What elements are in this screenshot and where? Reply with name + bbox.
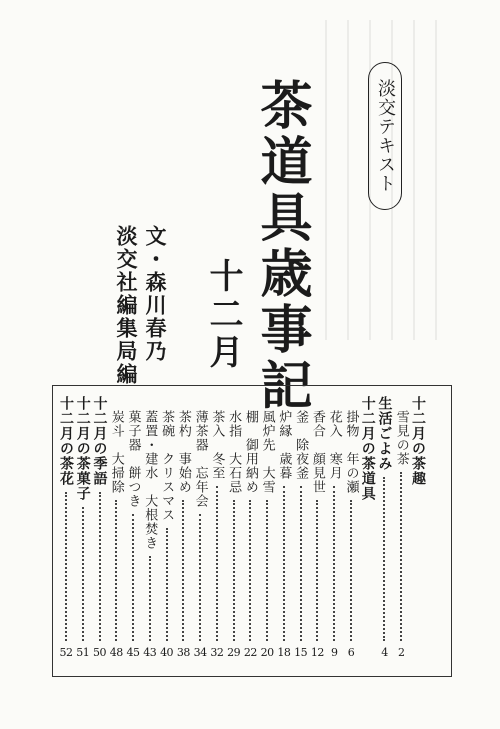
toc-entry-label: 炉縁 歳暮 (276, 410, 292, 480)
toc-entry[interactable] (55, 396, 77, 658)
toc-page-number: 4 (381, 646, 388, 659)
toc-page-number: 6 (347, 646, 355, 659)
toc-leader-dots (115, 500, 117, 641)
toc-entry-label: 花入 寒月 (326, 410, 342, 480)
toc-leader-dots (333, 486, 335, 641)
toc-leader-dots (82, 507, 84, 641)
toc-leader-dots (149, 556, 151, 641)
toc-leader-dots (266, 500, 268, 641)
toc-page-number: 9 (330, 646, 338, 659)
toc-entry-label: 生活ごよみ (376, 396, 393, 471)
toc-leader-dots (166, 528, 168, 641)
toc-entry-label: 十二月の茶趣 (410, 396, 426, 486)
toc-leader-dots (316, 500, 318, 641)
toc-leader-dots (233, 500, 235, 641)
book-subtitle: 十二月 (203, 258, 243, 372)
toc-entry-label: 掛物 年の瀬 (343, 410, 359, 494)
toc-page-number: 48 (109, 646, 123, 659)
toc-page-number: 50 (93, 646, 107, 659)
toc-entry-label: 十二月の茶菓子 (74, 396, 91, 501)
toc-page-number: 40 (160, 646, 174, 659)
toc-leader-dots (199, 514, 201, 641)
toc-entry-label: 釜 除夜釜 (293, 410, 309, 480)
toc-entry-label: 菓子器 餅つき (125, 410, 141, 508)
book-title: 茶道具歳事記 (251, 78, 312, 414)
toc-entry-label: 蓋置・建水 大根焚き (142, 410, 158, 550)
toc-leader-dots (249, 500, 251, 641)
toc-entry-label: 棚 御用納め (242, 410, 258, 494)
series-label: 淡交テキスト (375, 79, 396, 193)
toc-page-number: 45 (126, 646, 140, 659)
toc-page-number: 52 (59, 646, 73, 659)
author-line: 文・森川春乃 (143, 225, 168, 363)
toc-leader-dots (350, 500, 352, 641)
toc-leader-dots (132, 514, 134, 641)
toc-entry-label: 十二月の茶道具 (359, 396, 376, 501)
toc-page-number: 20 (260, 646, 274, 659)
toc-page-number: 43 (143, 646, 157, 659)
toc-entry-label: 炭斗 大掃除 (108, 410, 124, 494)
toc-entry-label: 水指 大石忌 (226, 410, 242, 494)
toc-leader-dots (283, 486, 285, 641)
toc-leader-dots (182, 500, 184, 641)
toc-entry-label: 茶碗 クリスマス (159, 410, 175, 522)
toc-page-number: 29 (227, 646, 241, 659)
toc-page-number: 51 (76, 646, 90, 659)
toc-entry-label: 十二月の茶花 (58, 396, 74, 486)
toc-entry-label: 茶杓 事始め (175, 410, 191, 494)
toc-entry-label: 雪見の茶 (393, 410, 409, 466)
toc-page-number: 2 (397, 646, 405, 659)
toc-leader-dots (400, 472, 402, 641)
editor-line: 淡交社編集局編 (114, 225, 139, 386)
toc-entry-label: 十二月の季語 (91, 396, 108, 486)
toc-entry-label: 茶入 冬至 (209, 410, 225, 480)
toc-page-number: 32 (210, 646, 224, 659)
toc-page-number: 22 (243, 646, 257, 659)
toc-page-number: 15 (294, 646, 308, 659)
toc-leader-dots (65, 492, 67, 641)
toc-leader-dots (99, 492, 101, 641)
series-badge (368, 62, 402, 210)
toc-entry-label: 香合 顔見世 (309, 410, 325, 494)
toc-entry-label: 風炉先 大雪 (259, 410, 275, 494)
toc-page-number: 12 (310, 646, 324, 659)
toc-page-number: 18 (277, 646, 291, 659)
toc-leader-dots (383, 477, 385, 641)
toc-leader-dots (216, 486, 218, 641)
toc-page-number: 38 (176, 646, 190, 659)
toc-entry-label: 薄茶器 忘年会 (192, 410, 208, 508)
toc-page-number: 34 (193, 646, 207, 659)
toc-leader-dots (300, 486, 302, 641)
